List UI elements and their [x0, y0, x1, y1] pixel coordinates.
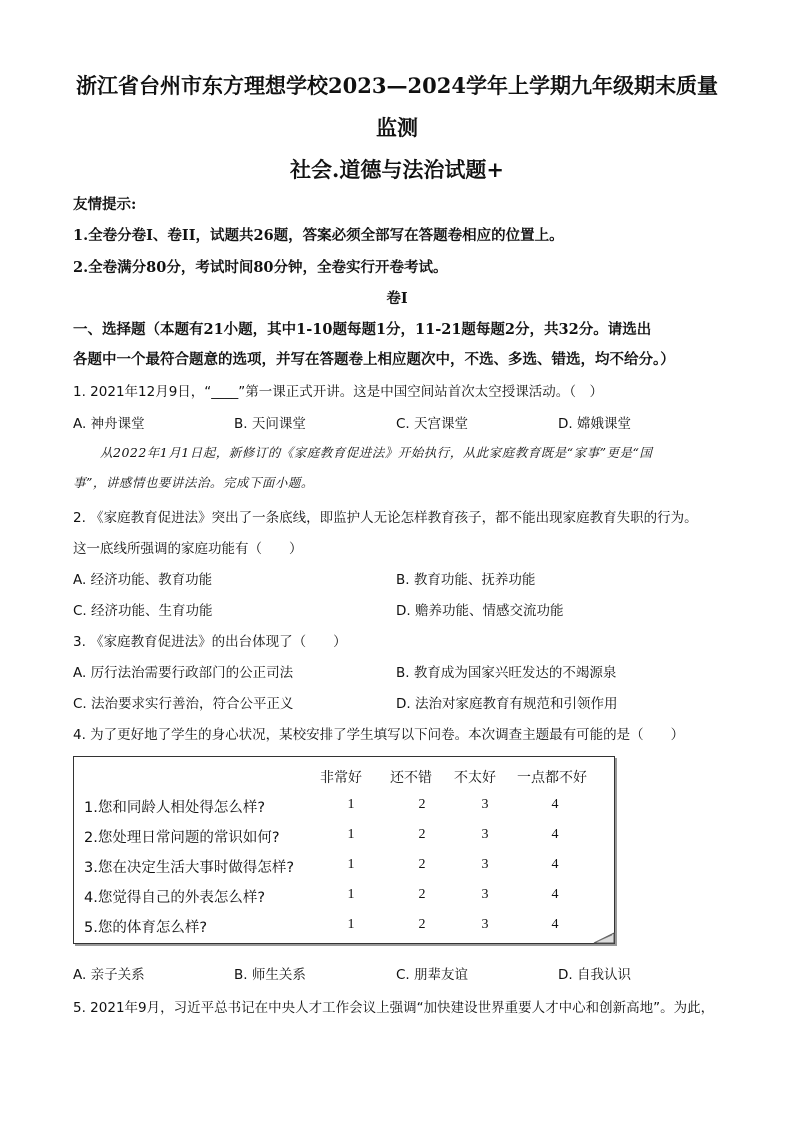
survey-row-3-question: 3.您在决定生活大事时做得怎样? [84, 860, 295, 876]
survey-row-3-score-3: 3 [481, 857, 489, 872]
question-2-stem-line2: 这一底线所强调的家庭功能有（ ） [73, 541, 303, 557]
survey-row-2-score-3: 3 [481, 827, 489, 842]
survey-row-2-score-1: 1 [347, 827, 355, 842]
question-1-stem: 1. 2021年12月9日，“____”第一课正式开讲。这是中国空间站首次太空授课活动。（ ） [73, 384, 604, 400]
survey-table [73, 756, 615, 944]
question-1-option-d[interactable]: D. 嫦娥课堂 [558, 416, 631, 432]
survey-row-1-score-1: 1 [347, 797, 355, 812]
section-label: 卷I [386, 290, 408, 307]
question-1-option-b[interactable]: B. 天问课堂 [234, 416, 306, 432]
survey-row-1-score-4: 4 [551, 797, 559, 812]
question-2-option-a[interactable]: A. 经济功能、教育功能 [73, 572, 213, 588]
question-3-option-a[interactable]: A. 厉行法治需要行政部门的公正司法 [73, 665, 294, 681]
question-2-option-c[interactable]: C. 经济功能、生育功能 [73, 603, 213, 619]
passage-line1: 从2022年1月1日起，新修订的《家庭教育促进法》开始执行，从此家庭教育既是“家事”更是“国 [100, 445, 653, 460]
section-heading-line2: 各题中一个最符合题意的选项，并写在答题卷上相应题次中，不选、多选、错选，均不给分。） [73, 351, 675, 368]
notice-item-2: 2.全卷满分80分，考试时间80分钟，全卷实行开卷考试。 [73, 259, 448, 276]
question-2-option-b[interactable]: B. 教育功能、抚养功能 [396, 572, 536, 588]
survey-row-4-score-3: 3 [481, 887, 489, 902]
survey-row-1-question: 1.您和同龄人相处得怎么样? [84, 800, 266, 816]
survey-row-3-score-2: 2 [418, 857, 426, 872]
question-2-stem-line1: 2. 《家庭教育促进法》突出了一条底线，即监护人无论怎样教育孩子，都不能出现家庭教育失职的行为。 [73, 510, 698, 526]
survey-col-very-bad: 一点都不好 [517, 770, 587, 786]
question-4-option-b[interactable]: B. 师生关系 [234, 967, 306, 983]
survey-row-3-score-4: 4 [551, 857, 559, 872]
survey-row-3-score-1: 1 [347, 857, 355, 872]
question-5-stem: 5. 2021年9月，习近平总书记在中央人才工作会议上强调“加快建设世界重要人才中心和创新高地”。为此， [73, 1000, 715, 1016]
survey-row-4-question: 4.您觉得自己的外表怎么样? [84, 890, 266, 906]
survey-row-5-score-1: 1 [347, 917, 355, 932]
exam-title-line2: 监测 [376, 115, 418, 140]
exam-subtitle: 社会.道德与法治试题+ [290, 157, 504, 182]
notice-item-1: 1.全卷分卷I、卷II，试题共26题，答案必须全部写在答题卷相应的位置上。 [73, 227, 564, 244]
question-4-option-d[interactable]: D. 自我认识 [558, 967, 631, 983]
survey-row-5-score-4: 4 [551, 917, 559, 932]
survey-row-4-score-4: 4 [551, 887, 559, 902]
passage-line2: 事”，讲感情也要讲法治。完成下面小题。 [73, 475, 314, 490]
question-3-option-d[interactable]: D. 法治对家庭教育有规范和引领作用 [396, 696, 618, 712]
question-1-option-c[interactable]: C. 天宫课堂 [396, 416, 469, 432]
question-3-stem: 3. 《家庭教育促进法》的出台体现了（ ） [73, 634, 347, 650]
question-4-option-c[interactable]: C. 朋辈友谊 [396, 967, 469, 983]
survey-row-4-score-1: 1 [347, 887, 355, 902]
survey-col-very-good: 非常好 [320, 770, 362, 786]
survey-row-1-score-3: 3 [481, 797, 489, 812]
survey-row-1-score-2: 2 [418, 797, 426, 812]
page-curl-icon [592, 931, 616, 945]
survey-col-good: 还不错 [390, 770, 432, 786]
survey-row-5-score-2: 2 [418, 917, 426, 932]
question-2-option-d[interactable]: D. 赡养功能、情感交流功能 [396, 603, 564, 619]
survey-col-not-good: 不太好 [454, 770, 496, 786]
question-4-stem: 4. 为了更好地了学生的身心状况，某校安排了学生填写以下问卷。本次调查主题最有可能的是（ ） [73, 727, 685, 743]
survey-row-2-question: 2.您处理日常问题的常识如何? [84, 830, 280, 846]
survey-row-5-score-3: 3 [481, 917, 489, 932]
notice-heading: 友情提示: [73, 196, 137, 213]
survey-row-4-score-2: 2 [418, 887, 426, 902]
question-1-option-a[interactable]: A. 神舟课堂 [73, 416, 145, 432]
survey-row-2-score-4: 4 [551, 827, 559, 842]
survey-row-5-question: 5.您的体育怎么样? [84, 920, 208, 936]
question-4-option-a[interactable]: A. 亲子关系 [73, 967, 145, 983]
survey-row-2-score-2: 2 [418, 827, 426, 842]
section-heading-line1: 一、选择题（本题有21小题，其中1-10题每题1分，11-21题每题2分，共32分。请选出 [73, 321, 652, 338]
question-3-option-c[interactable]: C. 法治要求实行善治，符合公平正义 [73, 696, 294, 712]
exam-title-line1: 浙江省台州市东方理想学校2023—2024学年上学期九年级期末质量 [76, 73, 718, 98]
question-3-option-b[interactable]: B. 教育成为国家兴旺发达的不竭源泉 [396, 665, 617, 681]
